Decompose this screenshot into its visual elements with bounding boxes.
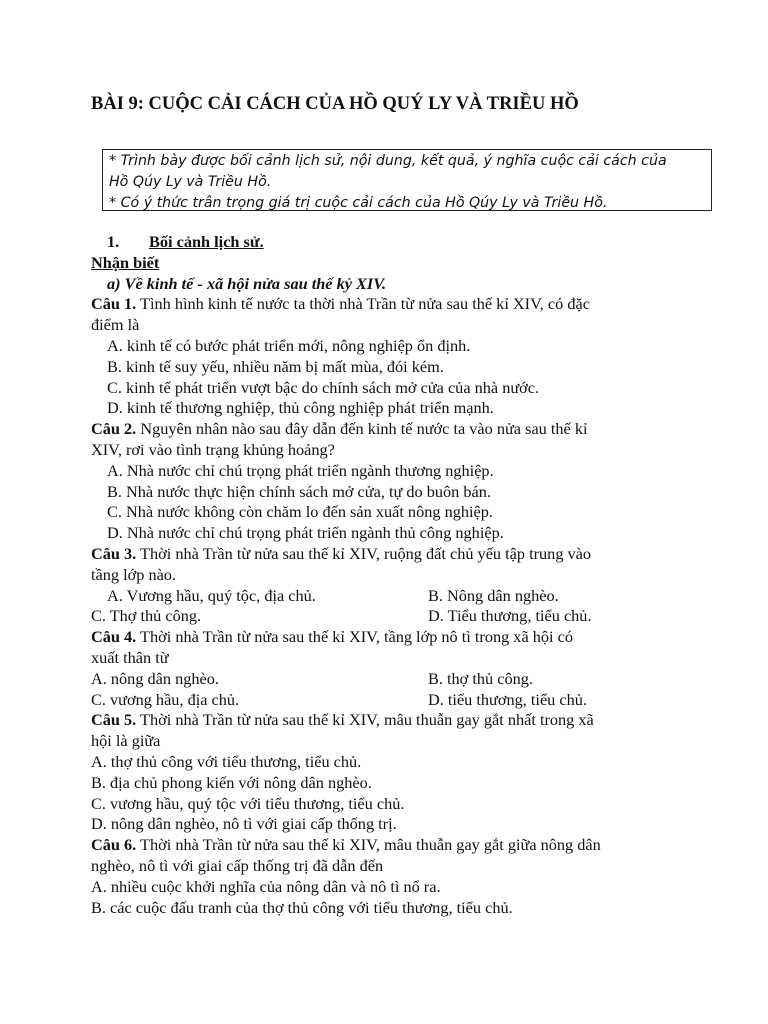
section-title: Bối cảnh lịch sử.: [149, 232, 264, 251]
objective-line: Hồ Qúy Ly và Triều Hồ.: [109, 174, 272, 190]
question-label: Câu 6.: [91, 835, 137, 855]
answer-option: C. vương hầu, quý tộc với tiểu thương, tiểu chủ.: [91, 793, 405, 813]
question-text: Thời nhà Trần từ nửa sau thế kỉ XIV, ruộng đất chủ yếu tập trung vào: [136, 543, 592, 563]
objective-line: * Trình bày được bối cảnh lịch sử, nội dung, kết quả, ý nghĩa cuộc cải cách của: [109, 153, 667, 169]
question-6: [91, 835, 731, 856]
level-heading: Nhận biết: [91, 252, 160, 272]
question-text-cont: điểm là: [91, 315, 140, 335]
question-label: Câu 4.: [91, 627, 137, 647]
objectives-box: [102, 149, 712, 211]
question-label: Câu 3.: [91, 543, 137, 563]
answer-option: B. Nhà nước thực hiện chính sách mở cửa, tự do buôn bán.: [107, 481, 491, 501]
answer-option: D. tiểu thương, tiểu chủ.: [428, 689, 587, 709]
answer-option: A. Vương hầu, quý tộc, địa chủ.: [107, 585, 316, 605]
question-1: [91, 294, 731, 315]
document-body: [91, 232, 731, 918]
answer-option: D. Tiểu thương, tiểu chủ.: [428, 606, 592, 626]
answer-option: C. vương hầu, địa chủ.: [91, 689, 240, 709]
question-label: Câu 2.: [91, 419, 137, 439]
answer-option: B. Nông dân nghèo.: [428, 585, 559, 605]
answer-option: A. kinh tế có bước phát triển mới, nông nghiệp ổn định.: [107, 335, 471, 355]
answer-row: [91, 690, 731, 711]
question-text-cont: tầng lớp nào.: [91, 564, 177, 584]
question-5: [91, 710, 731, 731]
answer-option: C. kinh tế phát triển vượt bậc do chính sách mở cửa của nhà nước.: [107, 377, 540, 397]
question-2: [91, 419, 731, 440]
answer-option: D. nông dân nghèo, nô tì với giai cấp thống trị.: [91, 814, 397, 834]
answer-row: [91, 606, 731, 627]
lesson-title: BÀI 9: CUỘC CẢI CÁCH CỦA HỒ QUÝ LY VÀ TRIỀU HỒ: [91, 94, 579, 114]
question-label: Câu 5.: [91, 710, 137, 730]
answer-option: D. Nhà nước chỉ chú trọng phát triển ngành thủ công nghiệp.: [107, 523, 504, 543]
answer-option: A. nhiều cuộc khởi nghĩa của nông dân và nô tì nổ ra.: [91, 876, 441, 896]
question-4: [91, 627, 731, 648]
answer-option: A. nông dân nghèo.: [91, 668, 219, 688]
question-text-cont: hội là giữa: [91, 731, 161, 751]
answer-option: B. các cuộc đấu tranh của thợ thủ công với tiểu thương, tiểu chủ.: [91, 897, 513, 917]
question-text-cont: xuất thân từ: [91, 647, 169, 667]
question-text: Thời nhà Trần từ nửa sau thế kỉ XIV, tầng lớp nô tì trong xã hội có: [136, 627, 573, 647]
answer-option: B. địa chủ phong kiến với nông dân nghèo.: [91, 772, 372, 792]
answer-option: B. kinh tế suy yếu, nhiều năm bị mất mùa, đói kém.: [107, 356, 444, 376]
question-text: Nguyên nhân nào sau đây dẫn đến kinh tế nước ta vào nửa sau thế kỉ: [136, 419, 588, 439]
question-text-cont: XIV, rơi vào tình trạng khủng hoảng?: [91, 439, 335, 459]
subsection-heading: a) Về kinh tế - xã hội nửa sau thế kỷ XIV.: [107, 273, 387, 293]
question-text: Thời nhà Trần từ nửa sau thế kỉ XIV, mâu thuẫn gay gắt giữa nông dân: [136, 835, 601, 855]
section-number: 1.: [107, 232, 120, 251]
question-text: Tình hình kinh tế nước ta thời nhà Trần từ nửa sau thế kỉ XIV, có đặc: [136, 294, 590, 314]
answer-row: [91, 669, 731, 690]
answer-option: C. Nhà nước không còn chăm lo đến sản xuất nông nghiệp.: [107, 502, 493, 522]
answer-option: C. Thợ thủ công.: [91, 606, 202, 626]
answer-option: D. kinh tế thương nghiệp, thủ công nghiệp phát triển mạnh.: [107, 398, 494, 418]
answer-row: [91, 586, 731, 607]
question-3: [91, 544, 731, 565]
objective-line: * Có ý thức trân trọng giá trị cuộc cải cách của Hồ Qúy Ly và Triều Hồ.: [109, 195, 608, 211]
answer-option: A. thợ thủ công với tiểu thương, tiểu chủ.: [91, 751, 362, 771]
question-text: Thời nhà Trần từ nửa sau thế kỉ XIV, mâu thuẫn gay gắt nhất trong xã: [136, 710, 594, 730]
question-text-cont: nghèo, nô tì với giai cấp thống trị đã dẫn đến: [91, 855, 384, 875]
answer-option: B. thợ thủ công.: [428, 668, 533, 688]
answer-option: A. Nhà nước chỉ chú trọng phát triển ngành thương nghiệp.: [107, 460, 494, 480]
section-heading: [91, 232, 731, 253]
question-label: Câu 1.: [91, 294, 137, 314]
